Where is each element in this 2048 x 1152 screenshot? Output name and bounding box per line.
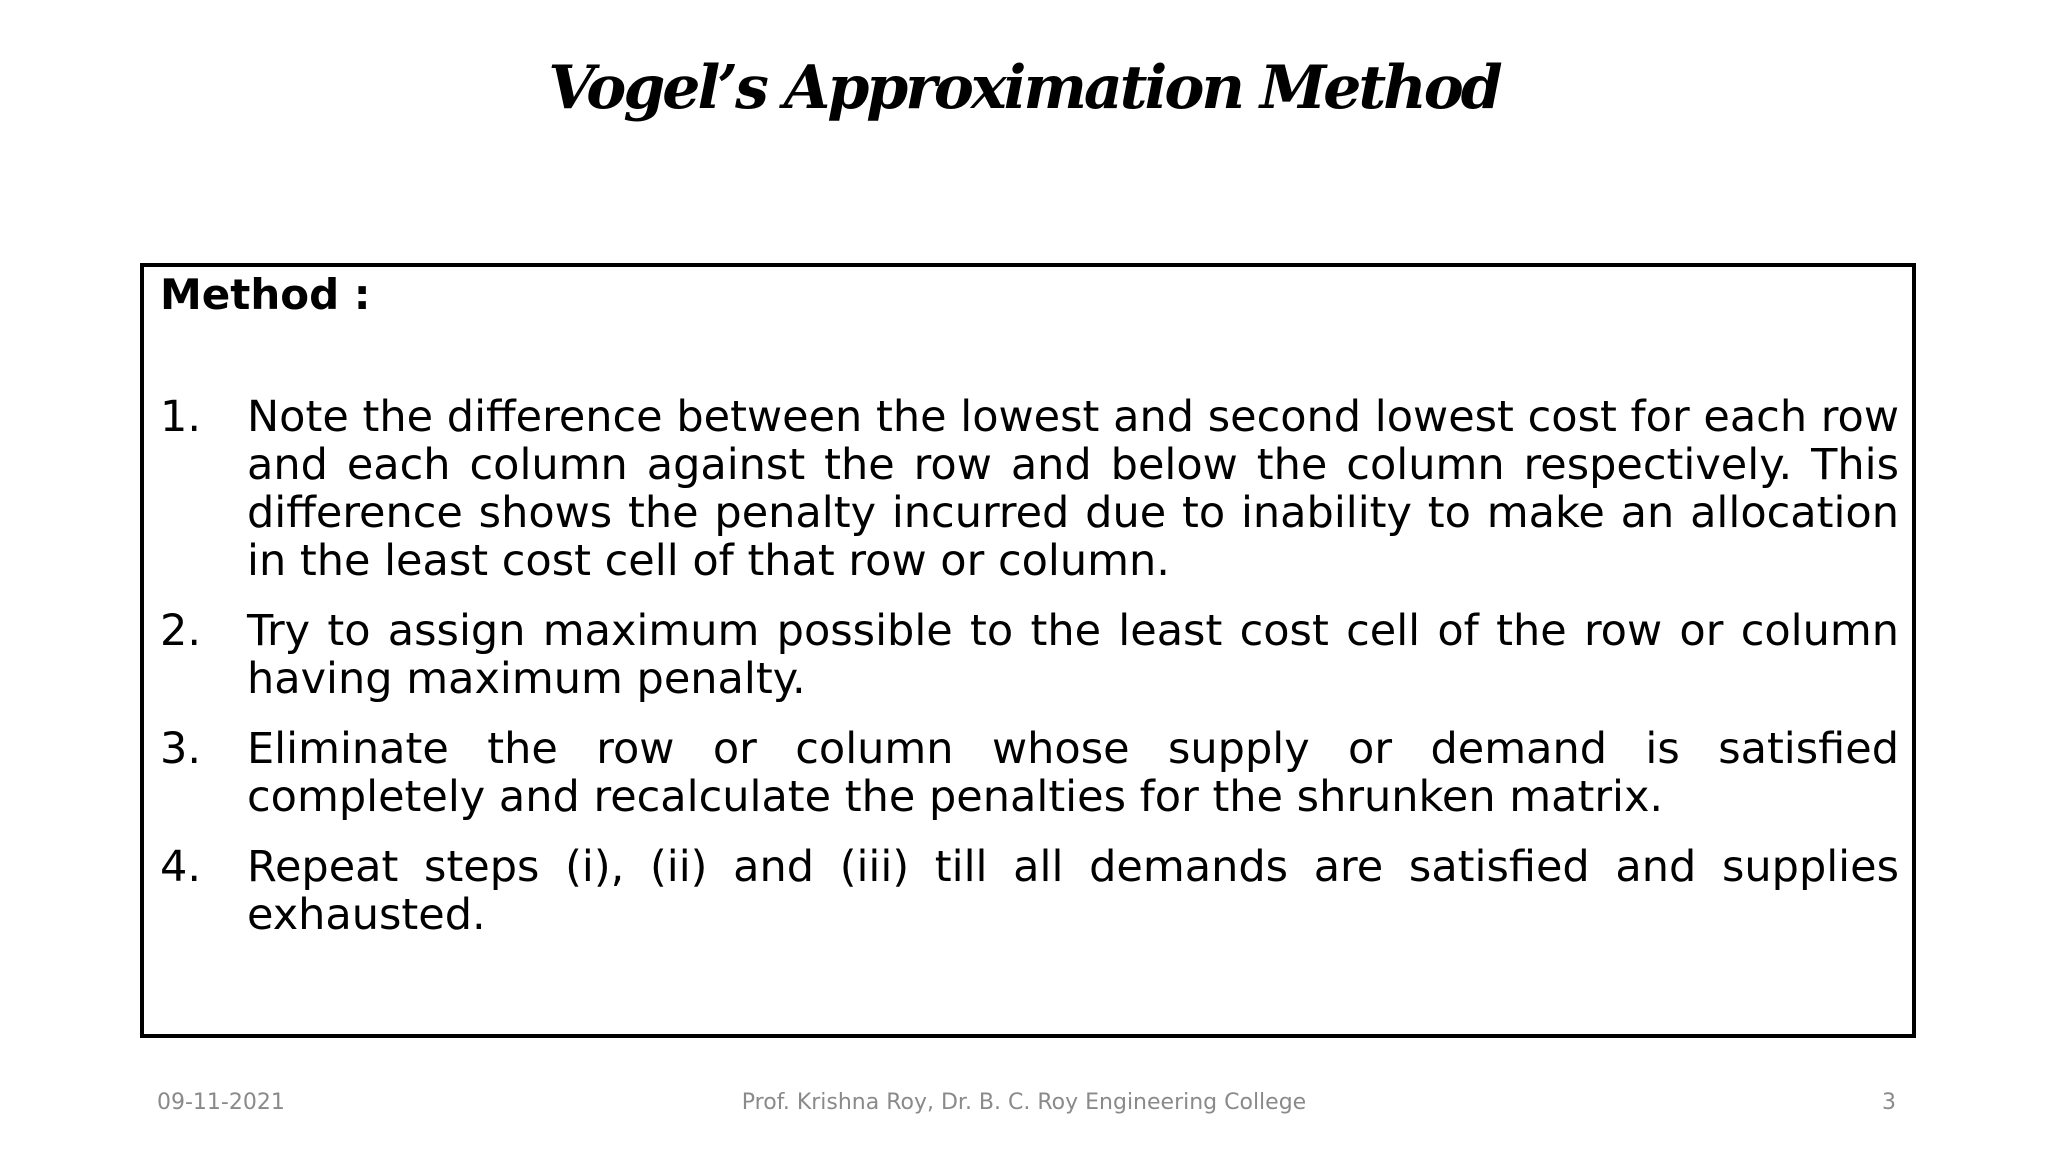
list-item [160,725,1899,821]
method-heading: Method : [160,270,371,319]
step-text: Eliminate the row or column whose supply or demand is satisfied completely and recalculate the penalties for the shrunken matrix. [247,724,1899,822]
step-number: 3. [160,724,202,774]
step-number: 4. [160,842,202,892]
steps-list [160,393,1899,961]
list-item [160,607,1899,703]
step-text: Note the difference between the lowest and second lowest cost for each row and each column against the row and below the column respectively. This difference shows the penalty incurred due to inability to make an allocation in the least cost cell of that row or column. [247,392,1899,586]
method-box [140,263,1916,1038]
step-number: 1. [160,392,202,442]
footer-author: Prof. Krishna Roy, Dr. B. C. Roy Engineering College [741,1090,1307,1115]
page-number: 3 [1882,1090,1896,1115]
list-item [160,843,1899,939]
step-number: 2. [160,606,202,656]
list-item [160,393,1899,585]
step-text: Try to assign maximum possible to the least cost cell of the row or column having maximum penalty. [247,606,1899,704]
slide-title: Vogel’s Approximation Method [548,53,1500,123]
footer-date: 09-11-2021 [157,1090,285,1115]
step-text: Repeat steps (i), (ii) and (iii) till all demands are satisfied and supplies exhausted. [247,842,1899,940]
